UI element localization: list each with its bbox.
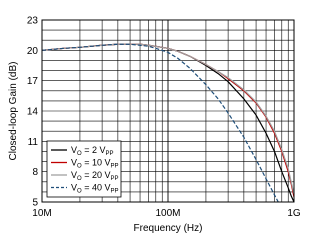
x-axis-title: Frequency (Hz) xyxy=(133,223,203,234)
y-tick-label: 8 xyxy=(32,167,38,179)
legend-label-2: $V_O = 10$ $V_{PP}$ xyxy=(71,157,119,170)
y-tick-label: 23 xyxy=(26,15,38,27)
y-axis-title: Closed-loop Gain (dB) xyxy=(8,61,19,161)
y-tick-label: 5 xyxy=(32,197,38,209)
x-tick-label: 1G xyxy=(287,208,301,219)
y-tick-label: 14 xyxy=(26,106,38,118)
x-tick-label: 10M xyxy=(32,208,52,219)
y-tick-label: 20 xyxy=(26,45,38,57)
legend-label-1: $V_O = 2$ $V_{PP}$ xyxy=(71,145,114,157)
x-tick-label: 100M xyxy=(155,208,181,219)
legend-label-4: $V_O = 40$ $V_{PP}$ xyxy=(71,182,119,195)
legend xyxy=(47,141,121,197)
y-tick-label: 17 xyxy=(26,76,38,88)
y-tick-label: 11 xyxy=(27,136,38,148)
legend-label-3: $V_O = 20$ $V_{PP}$ xyxy=(71,170,119,182)
